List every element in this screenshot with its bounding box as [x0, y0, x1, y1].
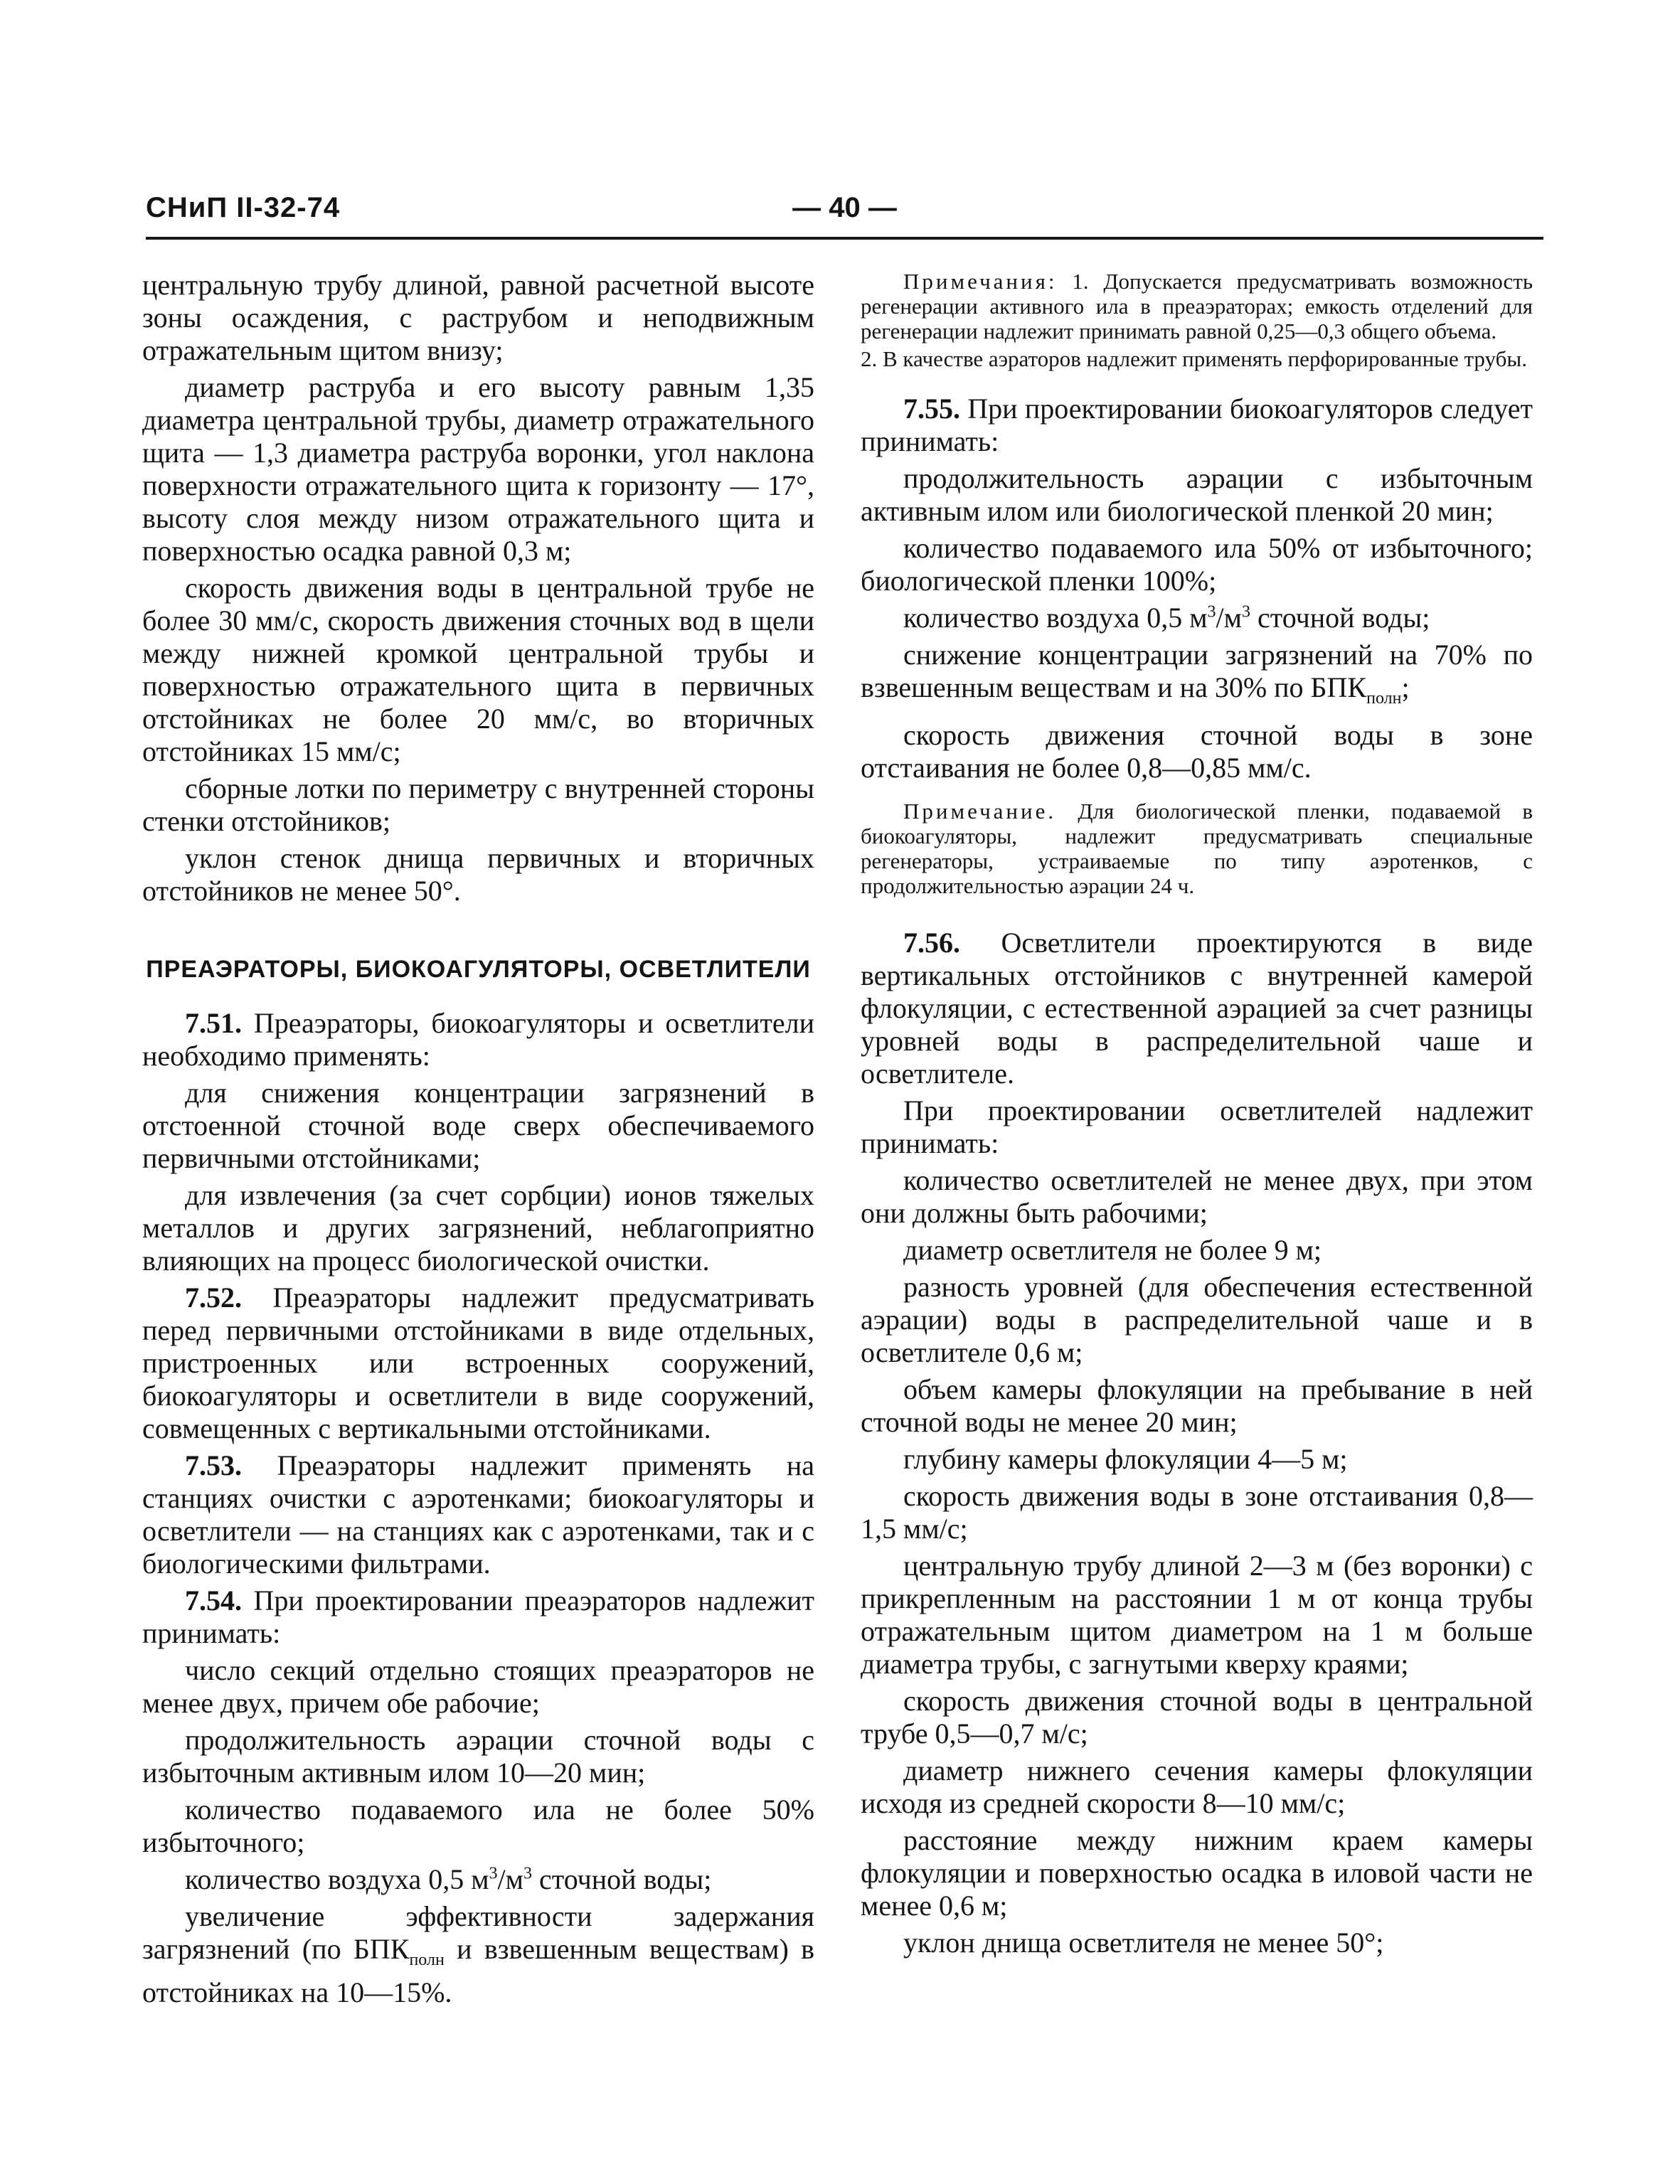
subscript: полн [409, 1951, 445, 1969]
paragraph: уклон стенок днища первичных и вторичных отстойников не менее 50°. [142, 842, 814, 907]
list-item [861, 639, 1533, 715]
text-run: сточной воды; [531, 1863, 712, 1895]
clause-number: 7.56. [903, 927, 960, 959]
list-item: диаметр нижнего сечения камеры флокуляции исходя из средней скорости 8—10 мм/с; [861, 1754, 1533, 1819]
paragraph: центральную трубу длиной, равной расчетной высоте зоны осаждения, с раструбом и неподвижным отражательным щитом внизу; [142, 269, 814, 366]
note-text: 1. Допускается предусматривать возможность регенерации активного ила в преаэраторах; емкость отделений для регенерации надлежит принимать равной 0,25—0,3 общего объема. [861, 269, 1533, 343]
clause-7-53 [142, 1449, 814, 1580]
list-item: центральную трубу длиной 2—3 м (без воронки) с прикрепленным на расстоянии 1 м от конца трубы отражательным щитом диаметром на 1 м больше диаметра трубы, с загнутыми кверху краями; [861, 1550, 1533, 1680]
list-item: глубину камеры флокуляции 4—5 м; [903, 1443, 1348, 1475]
text-run: увеличение эффективности задержания загрязнений (по БПК [142, 1900, 814, 1965]
right-column [861, 269, 1533, 1964]
paragraph: сборные лотки по периметру с внутренней стороны стенки отстойников; [142, 772, 814, 837]
clause-text: Осветлители проектируются в виде вертикальных отстойников с внутренней камерой флокуляции, с естественной аэрацией за счет разницы уровней воды в распределительной чаше и осветлителе. [861, 927, 1533, 1090]
list-item: скорость движения сточной воды в центральной трубе 0,5—0,7 м/с; [861, 1685, 1533, 1749]
list-item: разность уровней (для обеспечения естественной аэрации) воды в распределительной чаше и в осветлителе 0,6 м; [861, 1271, 1533, 1368]
clause-7-52 [142, 1282, 814, 1445]
page-header [146, 192, 1543, 242]
clause-number: 7.55. [903, 393, 960, 425]
text-run: /м [1216, 602, 1242, 634]
text-run: ; [1401, 671, 1410, 703]
list-item: продолжительность аэрации сточной воды с избыточным активным илом 10—20 мин; [142, 1724, 814, 1789]
clause-text: При проектировании преаэраторов надлежит принимать: [142, 1584, 814, 1649]
note-label: Примечания: [903, 269, 1058, 294]
paragraph: скорость движения воды в центральной трубе не более 30 мм/с, скорость движения сточных вод в щели между нижней кромкой центральной трубы и поверхностью отражательного щита в первичных отстойниках не более 20 мм/с, во вторичных отстойниках 15 мм/с; [142, 572, 814, 767]
clause-7-51 [142, 1007, 814, 1072]
list-item: скорость движения воды в зоне отстаивания 0,8—1,5 мм/с; [861, 1480, 1533, 1545]
list-item: количество осветлителей не менее двух, при этом они должны быть рабочими; [861, 1164, 1533, 1229]
list-item: диаметр осветлителя не более 9 м; [903, 1234, 1322, 1266]
text-run: сточной воды; [1250, 602, 1430, 634]
clause-number: 7.53. [185, 1449, 242, 1481]
clause-text: Преаэраторы надлежит применять на станциях очистки с аэротенками; биокоагуляторы и осветлители — на станциях как с аэротенками, так и с биологическими фильтрами. [142, 1449, 815, 1580]
list-item: расстояние между нижним краем камеры флокуляции и поверхностью осадка в иловой части не менее 0,6 м; [861, 1824, 1533, 1922]
clause-text: Преаэраторы надлежит предусматривать перед первичными отстойниками в виде отдельных, пристроенных или встроенных сооружений, биокоагуляторы и осветлители в виде сооружений, совмещенных с вертикальными отстойниками. [142, 1282, 814, 1444]
section-heading: ПРЕАЭРАТОРЫ, БИОКОАГУЛЯТОРЫ, ОСВЕТЛИТЕЛИ [146, 956, 811, 983]
list-item: количество подаваемого ила 50% от избыточного; биологической пленки 100%; [861, 532, 1533, 597]
text-run: количество воздуха 0,5 м [185, 1863, 489, 1895]
list-item [861, 602, 1533, 634]
notes-7-54 [861, 269, 1533, 343]
note-item: 2. В качестве аэраторов надлежит применять перфорированные трубы. [861, 346, 1527, 371]
clause-7-54 [142, 1584, 814, 1650]
list-item: продолжительность аэрации с избыточным активным илом или биологической пленкой 20 мин; [861, 462, 1533, 527]
clause-7-55 [861, 393, 1533, 458]
header-rule [146, 237, 1543, 240]
text-run: и взвешенным веществам) в отстойниках на 10—15%. [142, 1933, 814, 2008]
clause-text: При проектировании биокоагуляторов следует принимать: [861, 393, 1533, 457]
clause-number: 7.54. [185, 1584, 242, 1616]
clause-number: 7.51. [185, 1007, 242, 1039]
clause-7-56 [861, 927, 1533, 1090]
paragraph: При проектировании осветлителей надлежит принимать: [861, 1094, 1533, 1159]
superscript: 3 [523, 1864, 532, 1883]
list-item: объем камеры флокуляции на пребывание в ней сточной воды не менее 20 мин; [861, 1373, 1533, 1438]
page-number: — 40 — [792, 192, 897, 223]
list-item [142, 1863, 814, 1896]
text-run: количество воздуха 0,5 м [903, 602, 1208, 634]
clause-text: Преаэраторы, биокоагуляторы и осветлители необходимо применять: [142, 1007, 814, 1072]
subscript: полн [1366, 689, 1402, 708]
list-item: уклон днища осветлителя не менее 50°; [903, 1927, 1384, 1959]
list-item [142, 1900, 814, 2009]
clause-number: 7.52. [185, 1282, 242, 1314]
text-run: /м [497, 1863, 523, 1895]
list-item: для извлечения (за счет сорбции) ионов тяжелых металлов и других загрязнений, неблагоприятно влияющих на процесс биологической очистки. [142, 1179, 814, 1277]
document-code: СНиП II-32-74 [146, 192, 341, 223]
list-item: скорость движения сточной воды в зоне отстаивания не более 0,8—0,85 мм/с. [861, 719, 1533, 784]
superscript: 3 [1207, 602, 1216, 622]
list-item: количество подаваемого ила не более 50% избыточного; [142, 1794, 814, 1858]
paragraph: диаметр раструба и его высоту равным 1,35 диаметра центральной трубы, диаметр отражательного щита — 1,3 диаметра раструба воронки, угол наклона поверхности отражательного щита к горизонту — 17°, высоту слоя между низом отражательного щита и поверхностью осадка равной 0,3 м; [142, 371, 814, 567]
list-item: для снижения концентрации загрязнений в отстоенной сточной воде сверх обеспечиваемого первичными отстойниками; [142, 1077, 814, 1174]
left-column [142, 269, 814, 2013]
text-run: снижение концентрации загрязнений на 70% по взвешенным веществам и на 30% по БПК [861, 639, 1533, 703]
list-item: число секций отдельно стоящих преаэраторов не менее двух, причем обе рабочие; [142, 1654, 814, 1719]
note-text: Для биологической пленки, подаваемой в биокоагуляторы, надлежит предусматривать специальные регенераторы, устраиваемые по типу аэротенков, с продолжительностью аэрации 24 ч. [861, 799, 1533, 898]
superscript: 3 [489, 1864, 498, 1883]
note-7-55 [861, 799, 1533, 898]
note-label: Примечание. [903, 799, 1057, 824]
superscript: 3 [1241, 602, 1250, 622]
